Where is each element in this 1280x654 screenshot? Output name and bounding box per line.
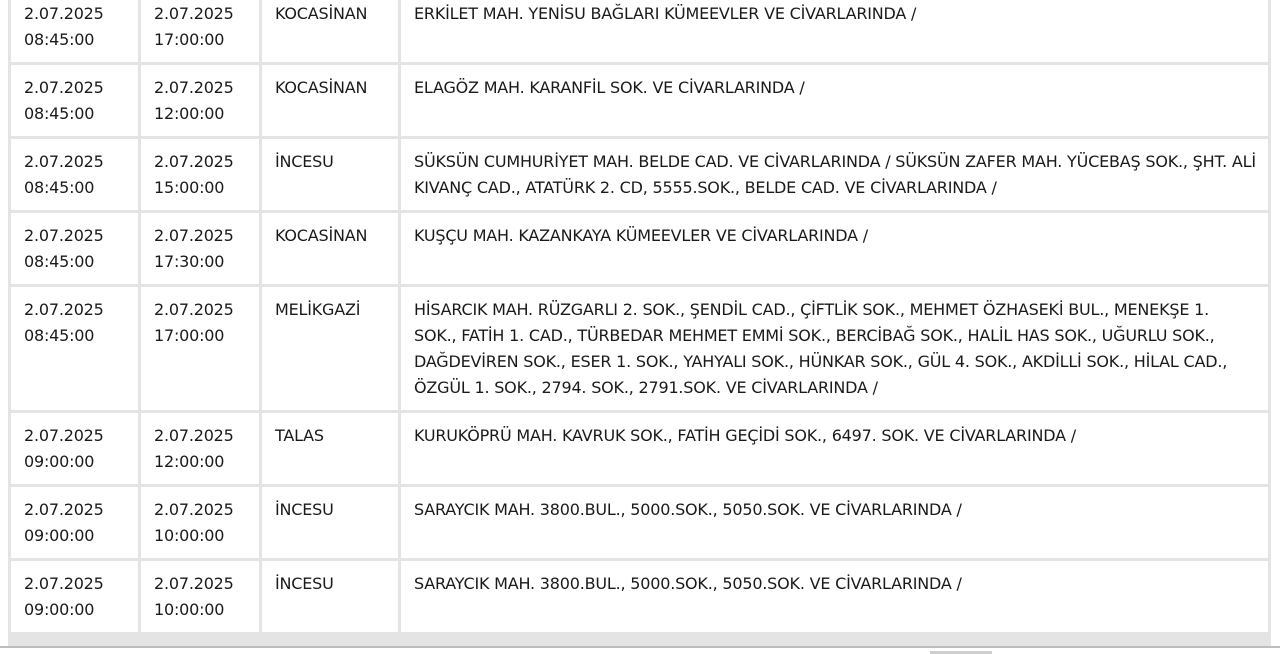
end-date: 2.07.2025 [154, 226, 234, 245]
end-cell [141, 561, 259, 632]
start-cell [11, 487, 138, 558]
bottom-divider [0, 646, 1280, 648]
table-row [11, 213, 1268, 284]
end-time: 17:00:00 [154, 326, 225, 345]
address-cell: SÜKSÜN CUMHURİYET MAH. BELDE CAD. VE CİVARLARINDA / SÜKSÜN ZAFER MAH. YÜCEBAŞ SOK., ŞHT. ALİ KIVANÇ CAD., ATATÜRK 2. CD, 5555.SOK., BELDE CAD. VE CİVARLARINDA / [401, 139, 1268, 210]
district-cell: KOCASİNAN [262, 65, 398, 136]
end-cell [141, 139, 259, 210]
address-cell: SARAYCIK MAH. 3800.BUL., 5000.SOK., 5050.SOK. VE CİVARLARINDA / [401, 487, 1268, 558]
end-time: 17:30:00 [154, 252, 225, 271]
start-date: 2.07.2025 [24, 78, 104, 97]
table-row [11, 287, 1268, 410]
outage-table-container [8, 0, 1271, 646]
end-time: 12:00:00 [154, 452, 225, 471]
end-date: 2.07.2025 [154, 4, 234, 23]
start-cell [11, 413, 138, 484]
address-cell: SARAYCIK MAH. 3800.BUL., 5000.SOK., 5050.SOK. VE CİVARLARINDA / [401, 561, 1268, 632]
district-cell: KOCASİNAN [262, 0, 398, 62]
start-time: 08:45:00 [24, 178, 95, 197]
end-date: 2.07.2025 [154, 300, 234, 319]
start-date: 2.07.2025 [24, 426, 104, 445]
outage-table [8, 0, 1271, 635]
district-cell: MELİKGAZİ [262, 287, 398, 410]
address-cell: HİSARCIK MAH. RÜZGARLI 2. SOK., ŞENDİL CAD., ÇİFTLİK SOK., MEHMET ÖZHASEKİ BUL., MENEKŞE 1. SOK., FATİH 1. CAD., TÜRBEDAR MEHMET EMMİ SOK., BERCİBAĞ SOK., HALİL HAS SOK., UĞURLU SOK., DAĞDEVİREN SOK., ESER 1. SOK., YAHYALI SOK., HÜNKAR SOK., GÜL 4. SOK., AKDİLLİ SOK., HİLAL CAD., ÖZGÜL 1. SOK., 2794. SOK., 2791.SOK. VE CİVARLARINDA / [401, 287, 1268, 410]
end-date: 2.07.2025 [154, 78, 234, 97]
start-time: 09:00:00 [24, 600, 95, 619]
end-time: 17:00:00 [154, 30, 225, 49]
end-date: 2.07.2025 [154, 426, 234, 445]
end-time: 10:00:00 [154, 526, 225, 545]
start-cell [11, 0, 138, 62]
start-cell [11, 65, 138, 136]
start-cell [11, 139, 138, 210]
start-cell [11, 561, 138, 632]
table-row [11, 561, 1268, 632]
table-row [11, 487, 1268, 558]
address-cell: KUŞÇU MAH. KAZANKAYA KÜMEEVLER VE CİVARLARINDA / [401, 213, 1268, 284]
district-cell: İNCESU [262, 561, 398, 632]
table-row [11, 0, 1268, 62]
district-cell: İNCESU [262, 139, 398, 210]
end-cell [141, 65, 259, 136]
table-row [11, 413, 1268, 484]
end-cell [141, 487, 259, 558]
end-cell [141, 213, 259, 284]
start-date: 2.07.2025 [24, 300, 104, 319]
start-date: 2.07.2025 [24, 574, 104, 593]
district-cell: TALAS [262, 413, 398, 484]
address-cell: ELAGÖZ MAH. KARANFİL SOK. VE CİVARLARINDA / [401, 65, 1268, 136]
start-date: 2.07.2025 [24, 500, 104, 519]
end-time: 10:00:00 [154, 600, 225, 619]
address-cell: KURUKÖPRÜ MAH. KAVRUK SOK., FATİH GEÇİDİ SOK., 6497. SOK. VE CİVARLARINDA / [401, 413, 1268, 484]
address-cell: ERKİLET MAH. YENİSU BAĞLARI KÜMEEVLER VE CİVARLARINDA / [401, 0, 1268, 62]
outage-table-body [11, 0, 1268, 632]
district-cell: KOCASİNAN [262, 213, 398, 284]
start-cell [11, 213, 138, 284]
start-date: 2.07.2025 [24, 4, 104, 23]
table-row [11, 139, 1268, 210]
end-date: 2.07.2025 [154, 152, 234, 171]
start-time: 08:45:00 [24, 30, 95, 49]
end-date: 2.07.2025 [154, 500, 234, 519]
start-date: 2.07.2025 [24, 152, 104, 171]
start-time: 09:00:00 [24, 526, 95, 545]
start-time: 08:45:00 [24, 326, 95, 345]
district-cell: İNCESU [262, 487, 398, 558]
start-time: 08:45:00 [24, 104, 95, 123]
end-date: 2.07.2025 [154, 574, 234, 593]
end-cell [141, 287, 259, 410]
end-cell [141, 0, 259, 62]
end-time: 12:00:00 [154, 104, 225, 123]
end-cell [141, 413, 259, 484]
start-date: 2.07.2025 [24, 226, 104, 245]
table-row [11, 65, 1268, 136]
start-time: 09:00:00 [24, 452, 95, 471]
start-cell [11, 287, 138, 410]
end-time: 15:00:00 [154, 178, 225, 197]
start-time: 08:45:00 [24, 252, 95, 271]
